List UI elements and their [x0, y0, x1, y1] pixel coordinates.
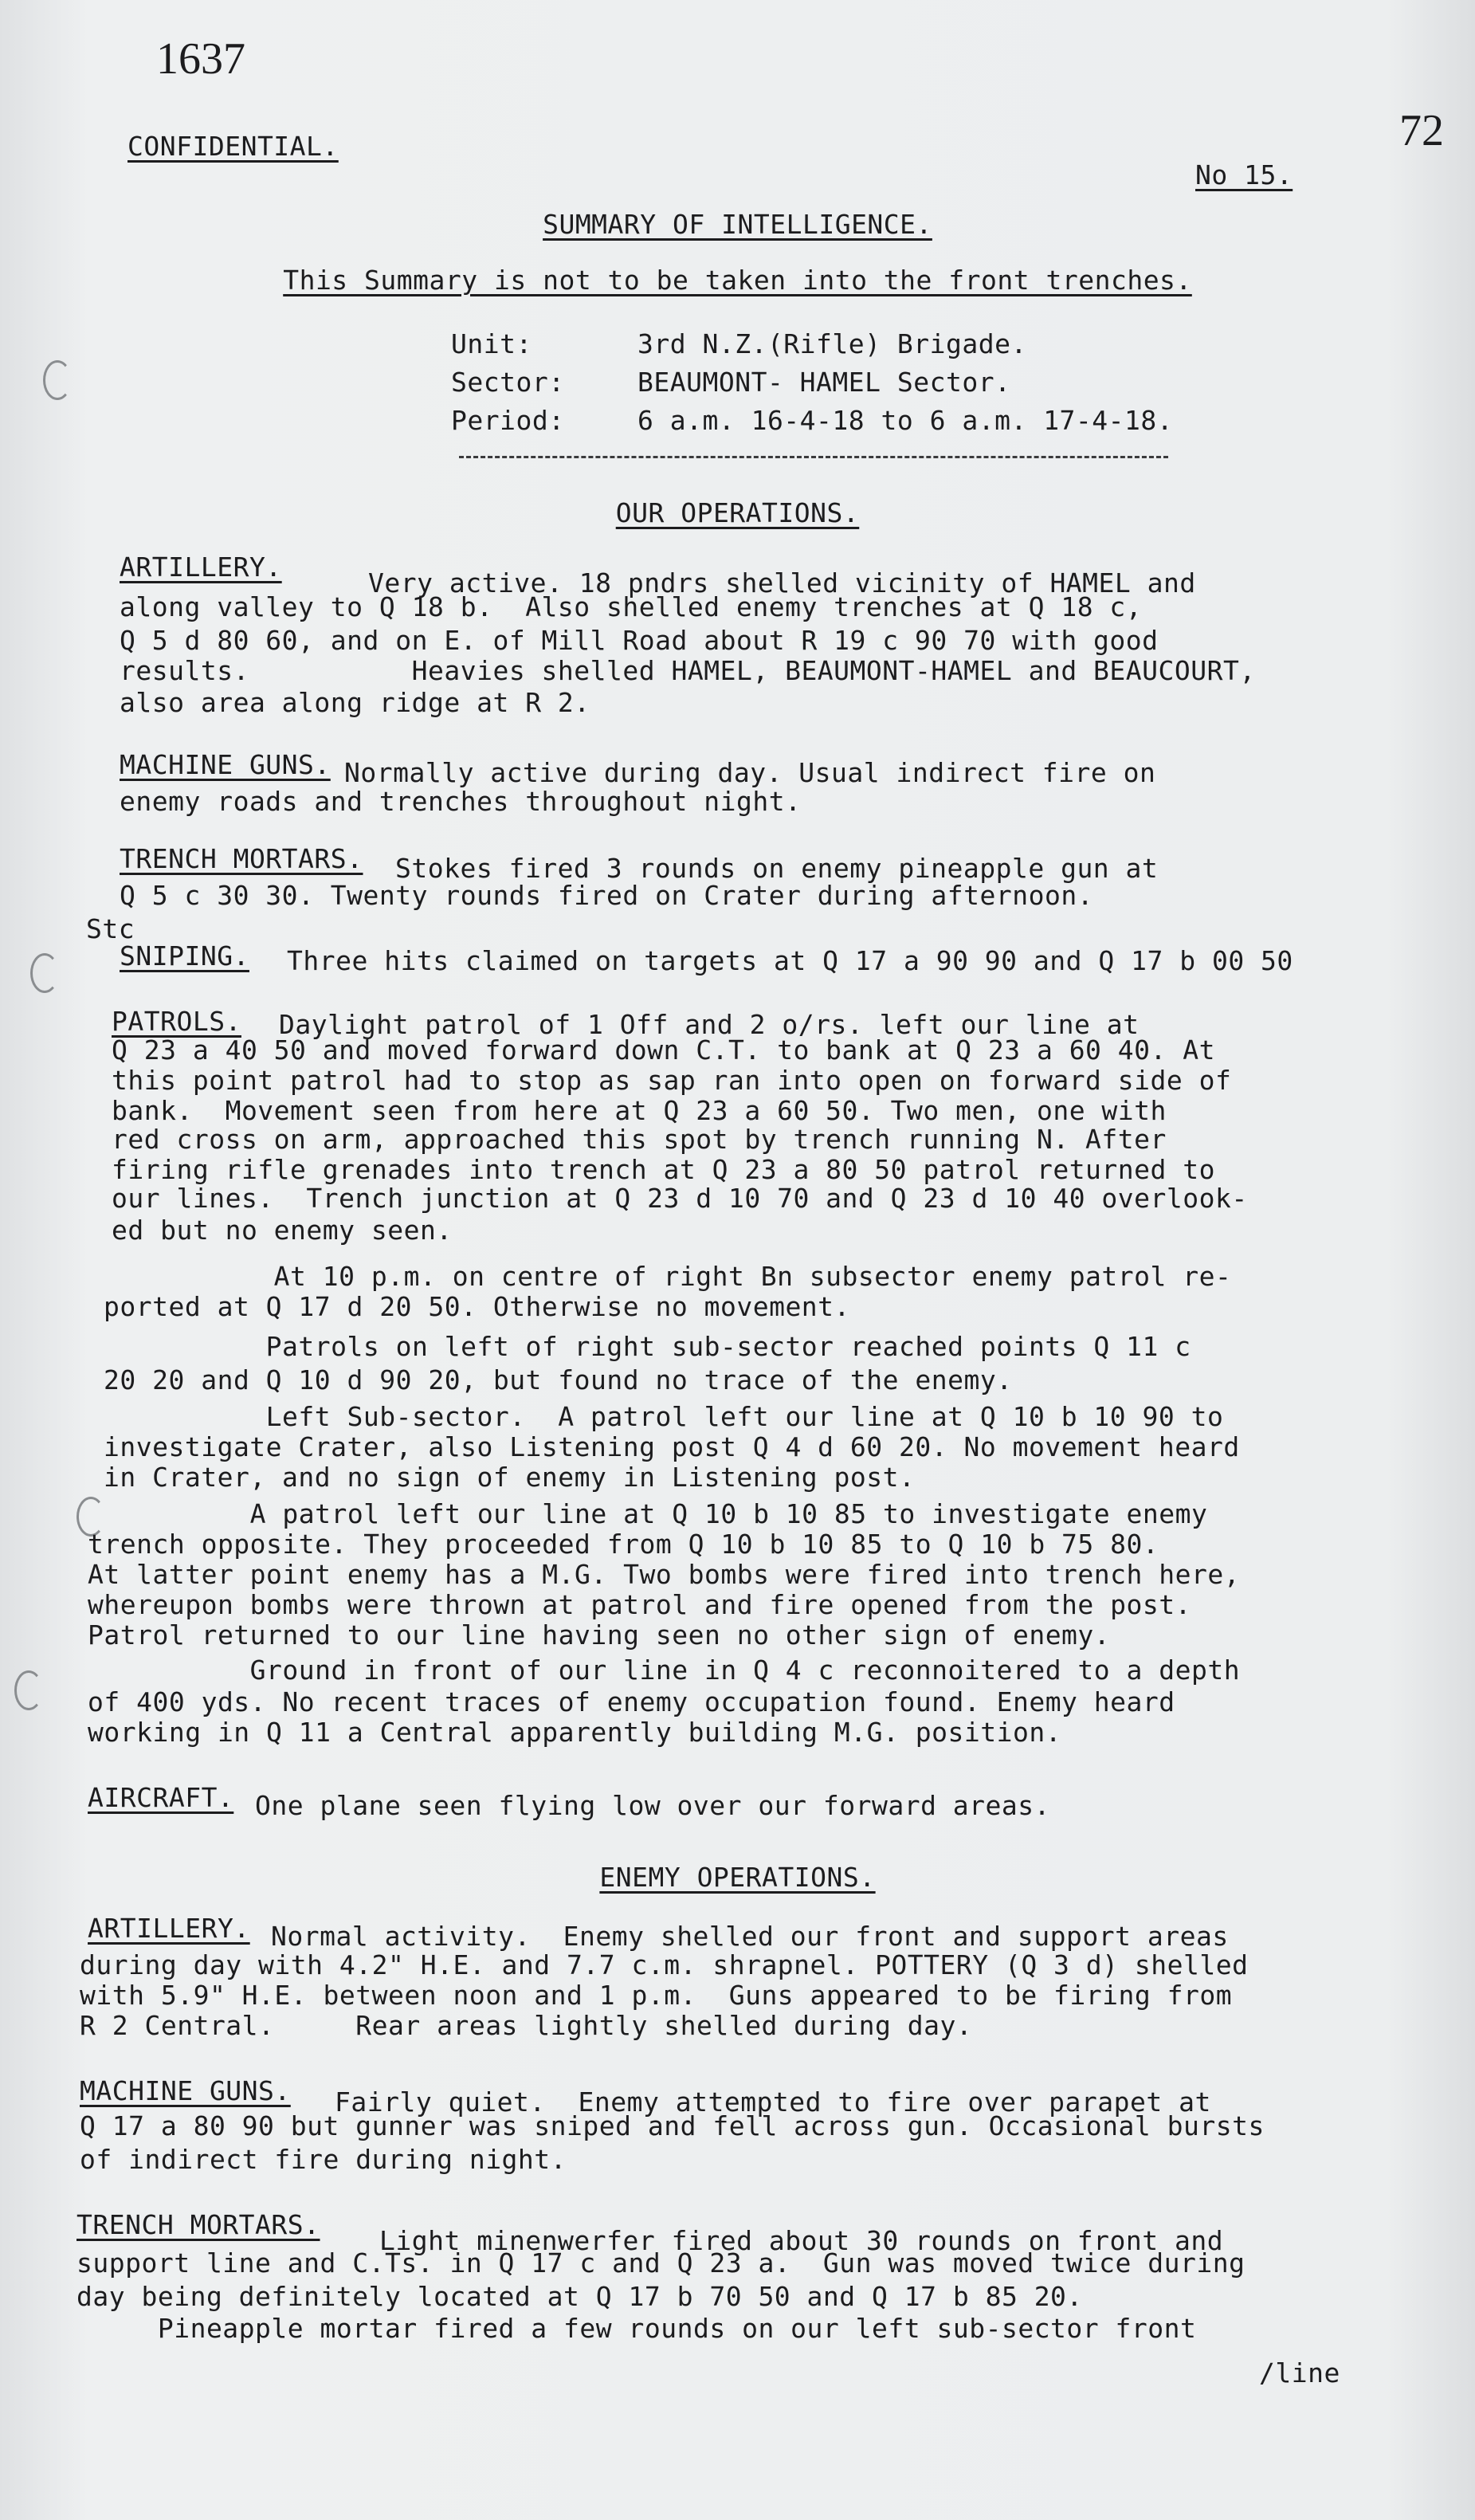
- patrols-line: At 10 p.m. on centre of right Bn subsector enemy patrol re-: [112, 1261, 1232, 1292]
- punch-hole-lower: [14, 1670, 43, 1710]
- patrols-line: in Crater, and no sign of enemy in Listening post.: [104, 1462, 916, 1493]
- our-sniping-text: Three hits claimed on targets at Q 17 a 90 90 and Q 17 b 00 50: [287, 945, 1293, 976]
- period-label: Period:: [451, 405, 565, 436]
- summary-number: No 15.: [1195, 159, 1293, 190]
- our-artillery-line: results. Heavies shelled HAMEL, BEAUMONT-HAMEL and BEAUCOURT,: [120, 655, 1256, 686]
- enemy-artillery-line: with 5.9" H.E. between noon and 1 p.m. Guns appeared to be firing from: [80, 1980, 1233, 2011]
- our-artillery-line: along valley to Q 18 b. Also shelled enemy trenches at Q 18 c,: [120, 591, 1143, 622]
- our-sniping-label: SNIPING.: [120, 940, 249, 971]
- enemy-artillery-line: R 2 Central. Rear areas lightly shelled during day.: [80, 2010, 973, 2041]
- enemy-mg-label: MACHINE GUNS.: [80, 2075, 291, 2106]
- patrols-line: Daylight patrol of 1 Off and 2 o/rs. left our line at: [279, 1009, 1140, 1040]
- patrols-line: ed but no enemy seen.: [112, 1215, 453, 1246]
- patrols-line: Ground in front of our line in Q 4 c reconnoitered to a depth: [88, 1654, 1241, 1686]
- enemy-operations-heading: ENEMY OPERATIONS.: [599, 1862, 876, 1893]
- patrols-line: ported at Q 17 d 20 50. Otherwise no movement.: [104, 1291, 850, 1322]
- our-artillery-line: Q 5 d 80 60, and on E. of Mill Road about R 19 c 90 70 with good: [120, 625, 1159, 656]
- our-tm-label: TRENCH MORTARS.: [120, 843, 363, 874]
- enemy-tm-label: TRENCH MORTARS.: [76, 2209, 320, 2240]
- enemy-artillery-label: ARTILLERY.: [88, 1913, 250, 1944]
- our-tm-line: Q 5 c 30 30. Twenty rounds fired on Crater during afternoon.: [120, 880, 1094, 911]
- patrols-line: 20 20 and Q 10 d 90 20, but found no trace of the enemy.: [104, 1364, 1013, 1395]
- enemy-tm-line: /line: [1259, 2357, 1340, 2389]
- file-number: 1637: [156, 34, 245, 84]
- patrols-line: working in Q 11 a Central apparently building M.G. position.: [88, 1717, 1062, 1748]
- notice: This Summary is not to be taken into the front trenches.: [283, 265, 1192, 296]
- our-mg-line: enemy roads and trenches throughout night.: [120, 786, 802, 817]
- enemy-tm-line: day being definitely located at Q 17 b 70 50 and Q 17 b 85 20.: [76, 2281, 1083, 2312]
- aircraft-label: AIRCRAFT.: [88, 1782, 234, 1813]
- page-number: 72: [1399, 106, 1444, 155]
- patrols-label: PATROLS.: [112, 1006, 241, 1037]
- document-title: SUMMARY OF INTELLIGENCE.: [543, 209, 932, 240]
- punch-hole-middle: [30, 953, 59, 993]
- punch-hole-top: [43, 360, 72, 400]
- patrols-line: red cross on arm, approached this spot by trench running N. After: [112, 1124, 1167, 1155]
- unit-value: 3rd N.Z.(Rifle) Brigade.: [637, 328, 1027, 359]
- patrols-line: trench opposite. They proceeded from Q 10 b 10 85 to Q 10 b 75 80.: [88, 1529, 1159, 1560]
- our-tm-line: Stokes fired 3 rounds on enemy pineapple gun at: [395, 853, 1159, 884]
- patrols-line: Patrol returned to our line having seen no other sign of enemy.: [88, 1619, 1111, 1651]
- enemy-mg-line: of indirect fire during night.: [80, 2144, 567, 2175]
- patrols-line: bank. Movement seen from here at Q 23 a 60 50. Two men, one with: [112, 1095, 1167, 1126]
- enemy-mg-line: Q 17 a 80 90 but gunner was sniped and fell across gun. Occasional bursts: [80, 2110, 1265, 2141]
- enemy-tm-line: Light minenwerfer fired about 30 rounds on front and: [379, 2225, 1224, 2256]
- unit-label: Unit:: [451, 328, 532, 359]
- enemy-artillery-line: Normal activity. Enemy shelled our front and support areas: [271, 1921, 1229, 1952]
- patrols-line: this point patrol had to stop as sap ran into open on forward side of: [112, 1065, 1232, 1096]
- enemy-tm-line: Pineapple mortar fired a few rounds on our left sub-sector front: [76, 2313, 1197, 2344]
- patrols-line: At latter point enemy has a M.G. Two bombs were fired into trench here,: [88, 1559, 1241, 1590]
- classification: CONFIDENTIAL.: [127, 131, 339, 162]
- our-artillery-label: ARTILLERY.: [120, 551, 282, 583]
- enemy-mg-line: Fairly quiet. Enemy attempted to fire over parapet at: [335, 2086, 1211, 2118]
- patrols-line: Patrols on left of right sub-sector reached points Q 11 c: [104, 1331, 1191, 1362]
- patrols-line: of 400 yds. No recent traces of enemy occupation found. Enemy heard: [88, 1686, 1175, 1717]
- patrols-line: Q 23 a 40 50 and moved forward down C.T. to bank at Q 23 a 60 40. At: [112, 1034, 1216, 1066]
- enemy-tm-line: support line and C.Ts. in Q 17 c and Q 23 a. Gun was moved twice during: [76, 2247, 1246, 2279]
- aircraft-text: One plane seen flying low over our forward areas.: [255, 1790, 1051, 1821]
- divider: [459, 456, 1168, 458]
- our-artillery-line: Very active. 18 pndrs shelled vicinity of HAMEL and: [368, 567, 1196, 599]
- patrols-line: whereupon bombs were thrown at patrol and fire opened from the post.: [88, 1589, 1192, 1620]
- period-value: 6 a.m. 16-4-18 to 6 a.m. 17-4-18.: [637, 405, 1174, 436]
- sniping-margin-note: Stc: [86, 913, 135, 944]
- patrols-line: A patrol left our line at Q 10 b 10 85 to investigate enemy: [88, 1498, 1208, 1529]
- enemy-artillery-line: during day with 4.2" H.E. and 7.7 c.m. shrapnel. POTTERY (Q 3 d) shelled: [80, 1949, 1249, 1980]
- sector-value: BEAUMONT- HAMEL Sector.: [637, 367, 1011, 398]
- sector-label: Sector:: [451, 367, 565, 398]
- patrols-line: investigate Crater, also Listening post Q 4 d 60 20. No movement heard: [104, 1431, 1240, 1462]
- our-mg-line: Normally active during day. Usual indirect fire on: [344, 757, 1156, 788]
- our-operations-heading: OUR OPERATIONS.: [615, 497, 860, 528]
- patrols-line: Left Sub-sector. A patrol left our line at Q 10 b 10 90 to: [104, 1401, 1224, 1432]
- patrols-line: our lines. Trench junction at Q 23 d 10 70 and Q 23 d 10 40 overlook-: [112, 1183, 1248, 1214]
- our-mg-label: MACHINE GUNS.: [120, 749, 331, 780]
- patrols-line: firing rifle grenades into trench at Q 23 a 80 50 patrol returned to: [112, 1154, 1216, 1185]
- our-artillery-line: also area along ridge at R 2.: [120, 687, 590, 718]
